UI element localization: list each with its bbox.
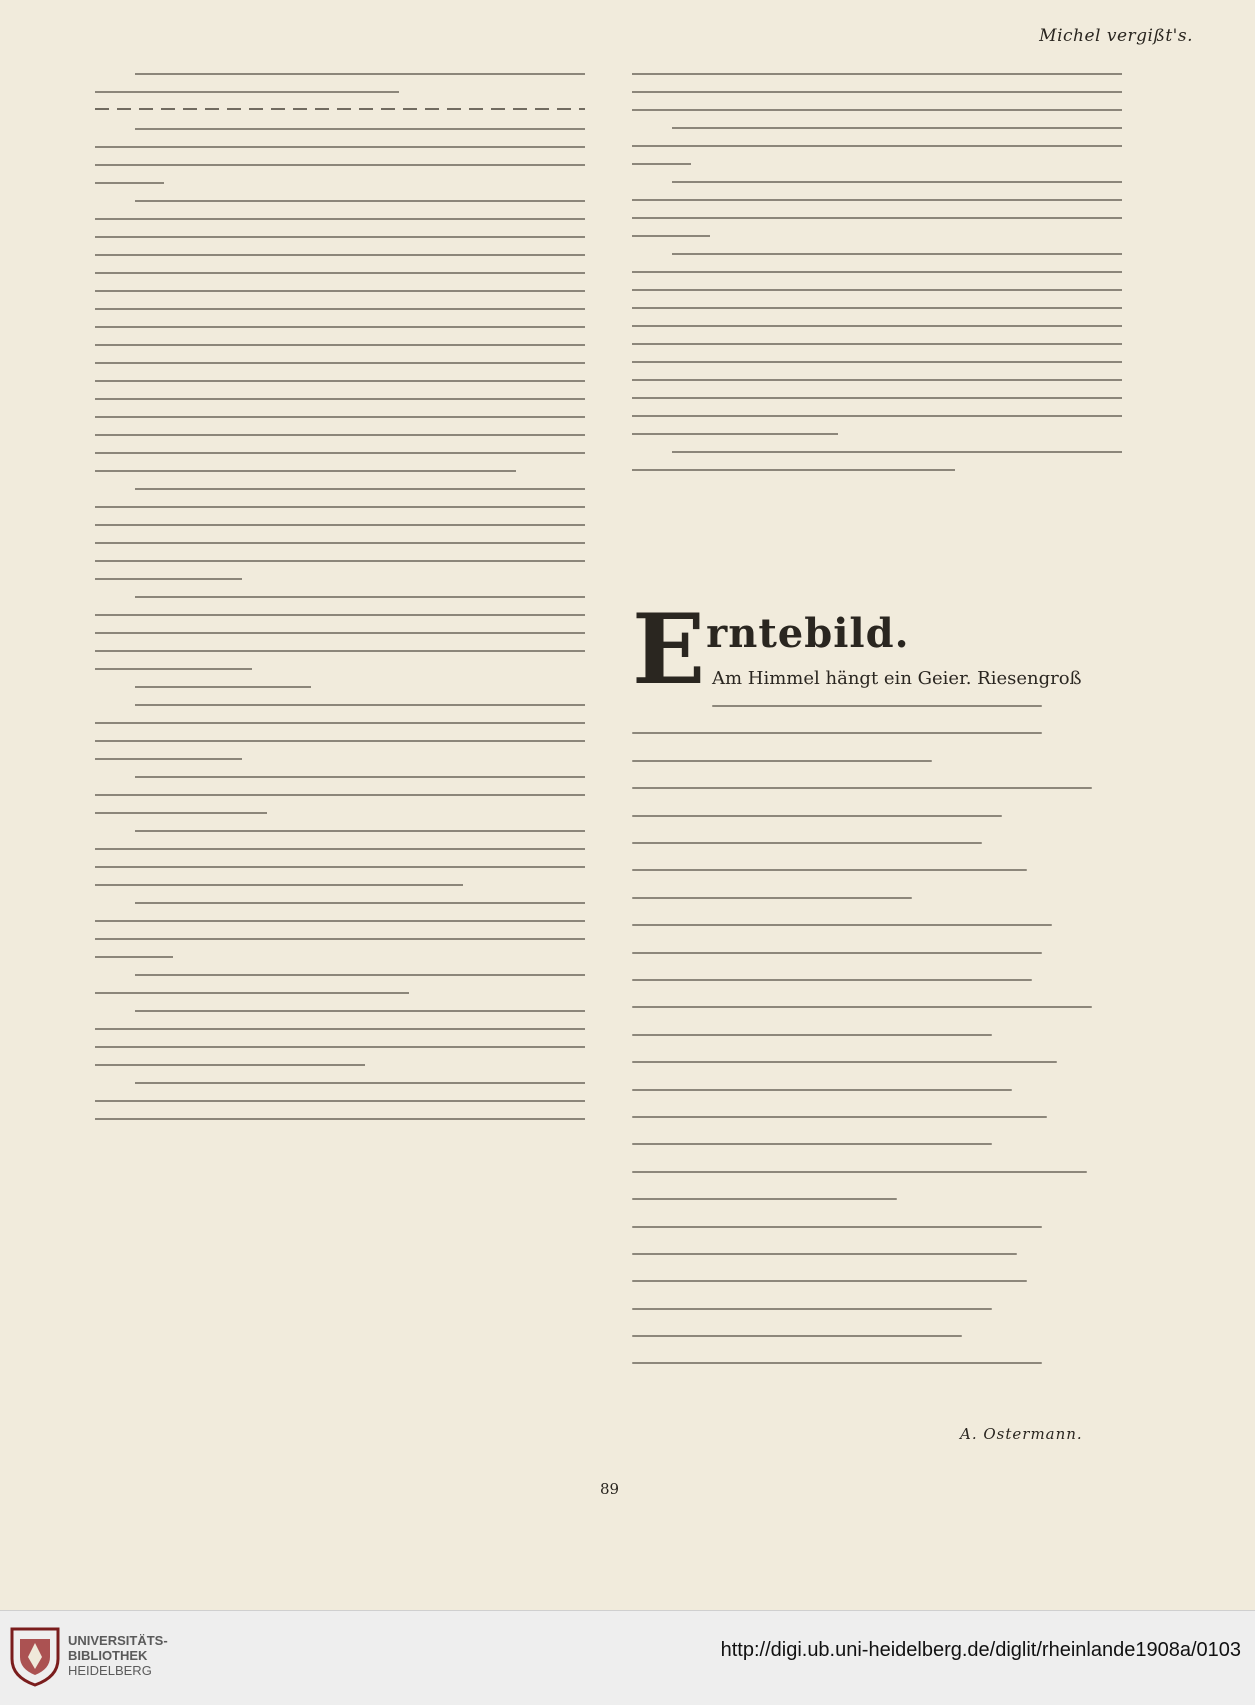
text-line [135, 592, 585, 603]
text-line [95, 808, 267, 819]
text-line [95, 934, 585, 945]
text-line [632, 267, 1122, 278]
text-line [672, 249, 1122, 260]
text-line [135, 700, 585, 711]
poem-verse [632, 692, 1102, 719]
text-line [95, 142, 585, 153]
text-line [135, 682, 311, 693]
text-line [95, 412, 585, 423]
text-line [95, 250, 585, 261]
text-line [632, 231, 710, 242]
poem-verse [632, 1048, 1102, 1075]
text-line [95, 610, 585, 621]
text-line [672, 447, 1122, 458]
poem-verse [632, 1295, 1102, 1322]
text-line [95, 1114, 585, 1125]
poem-verse [632, 802, 1102, 829]
text-line [95, 340, 585, 351]
text-line [95, 394, 585, 405]
text-line [135, 484, 585, 495]
text-line [95, 232, 585, 243]
text-line [95, 430, 585, 441]
right-column [632, 62, 1122, 483]
poem-verse [632, 1021, 1102, 1048]
text-line [95, 880, 463, 891]
text-line [95, 862, 585, 873]
poem-first-line: Am Himmel hängt ein Geier. Riesengroß [712, 668, 1082, 689]
poem-verse [632, 1213, 1102, 1240]
poem-verse [632, 1158, 1102, 1185]
text-line [95, 322, 585, 333]
left-column [95, 62, 585, 1132]
text-line [95, 1024, 585, 1035]
text-line [135, 124, 585, 135]
text-line [632, 159, 691, 170]
text-line [632, 69, 1122, 80]
viewer-footer [0, 1610, 1255, 1705]
text-line [632, 429, 838, 440]
poem-verse [632, 720, 1102, 747]
poem-verse [632, 1103, 1102, 1130]
poem-verse [632, 912, 1102, 939]
text-line [95, 628, 585, 639]
text-line [135, 1078, 585, 1089]
text-line [95, 952, 173, 963]
text-line [95, 376, 585, 387]
page-number: 89 [600, 1480, 620, 1498]
text-line [632, 339, 1122, 350]
running-header: Michel vergißt's. [1039, 26, 1193, 46]
text-line [672, 177, 1122, 188]
text-line [632, 87, 1122, 98]
library-name: UNIVERSITÄTS- BIBLIOTHEK HEIDELBERG [68, 1633, 168, 1678]
text-line [135, 898, 585, 909]
text-line [632, 357, 1122, 368]
text-line [95, 448, 585, 459]
poem-verse [632, 857, 1102, 884]
text-line [95, 1096, 585, 1107]
poem-verse [632, 747, 1102, 774]
text-line [135, 826, 585, 837]
poem-verse [632, 994, 1102, 1021]
text-line [95, 556, 585, 567]
text-line [632, 375, 1122, 386]
poem-verse [632, 884, 1102, 911]
poem-verse [632, 1350, 1102, 1377]
text-line [95, 844, 585, 855]
text-line [135, 970, 585, 981]
text-line [95, 736, 585, 747]
poem-verse [632, 1268, 1102, 1295]
text-line [632, 321, 1122, 332]
text-line [95, 988, 409, 999]
poem-verse [632, 1240, 1102, 1267]
university-seal-icon [8, 1625, 62, 1687]
text-line [95, 790, 585, 801]
poem-verse [632, 1076, 1102, 1103]
text-line [632, 213, 1122, 224]
text-line [632, 105, 1122, 116]
text-line [95, 160, 585, 171]
text-line [632, 303, 1122, 314]
text-line [135, 772, 585, 783]
poem-verse [632, 1322, 1102, 1349]
drop-cap: E [632, 593, 707, 706]
text-line [95, 754, 242, 765]
text-line [95, 916, 585, 927]
text-line [632, 141, 1122, 152]
text-line [632, 465, 955, 476]
text-line [95, 664, 252, 675]
text-line [95, 358, 585, 369]
permalink-url[interactable]: http://digi.ub.uni-heidelberg.de/diglit/rheinlande1908a/0103 [720, 1639, 1241, 1661]
text-line [135, 69, 585, 80]
poem-verse [632, 939, 1102, 966]
text-line [95, 466, 516, 477]
text-line [632, 411, 1122, 422]
text-line [95, 178, 164, 189]
text-line [95, 538, 585, 549]
text-line [672, 123, 1122, 134]
poem-title-rest: rntebild. [706, 610, 910, 657]
text-line [632, 393, 1122, 404]
text-line [95, 1042, 585, 1053]
poem-verse [632, 665, 1102, 692]
text-line [632, 285, 1122, 296]
text-line [95, 718, 585, 729]
poem-verse [632, 829, 1102, 856]
text-line [95, 304, 585, 315]
poem-verse [632, 1131, 1102, 1158]
text-line [95, 1060, 365, 1071]
poem-verse [632, 966, 1102, 993]
poem-verse [632, 1185, 1102, 1212]
poem-author: A. Ostermann. [960, 1425, 1083, 1443]
text-line [135, 196, 585, 207]
text-line [95, 520, 585, 531]
text-line [95, 646, 585, 657]
dashed-separator [95, 108, 585, 110]
poem-body [632, 665, 1102, 1377]
text-line [95, 268, 585, 279]
text-line [95, 214, 585, 225]
text-line [95, 286, 585, 297]
text-line [135, 1006, 585, 1017]
text-line [95, 87, 399, 98]
text-line [632, 195, 1122, 206]
poem-verse [632, 775, 1102, 802]
text-line [95, 574, 242, 585]
text-line [95, 502, 585, 513]
